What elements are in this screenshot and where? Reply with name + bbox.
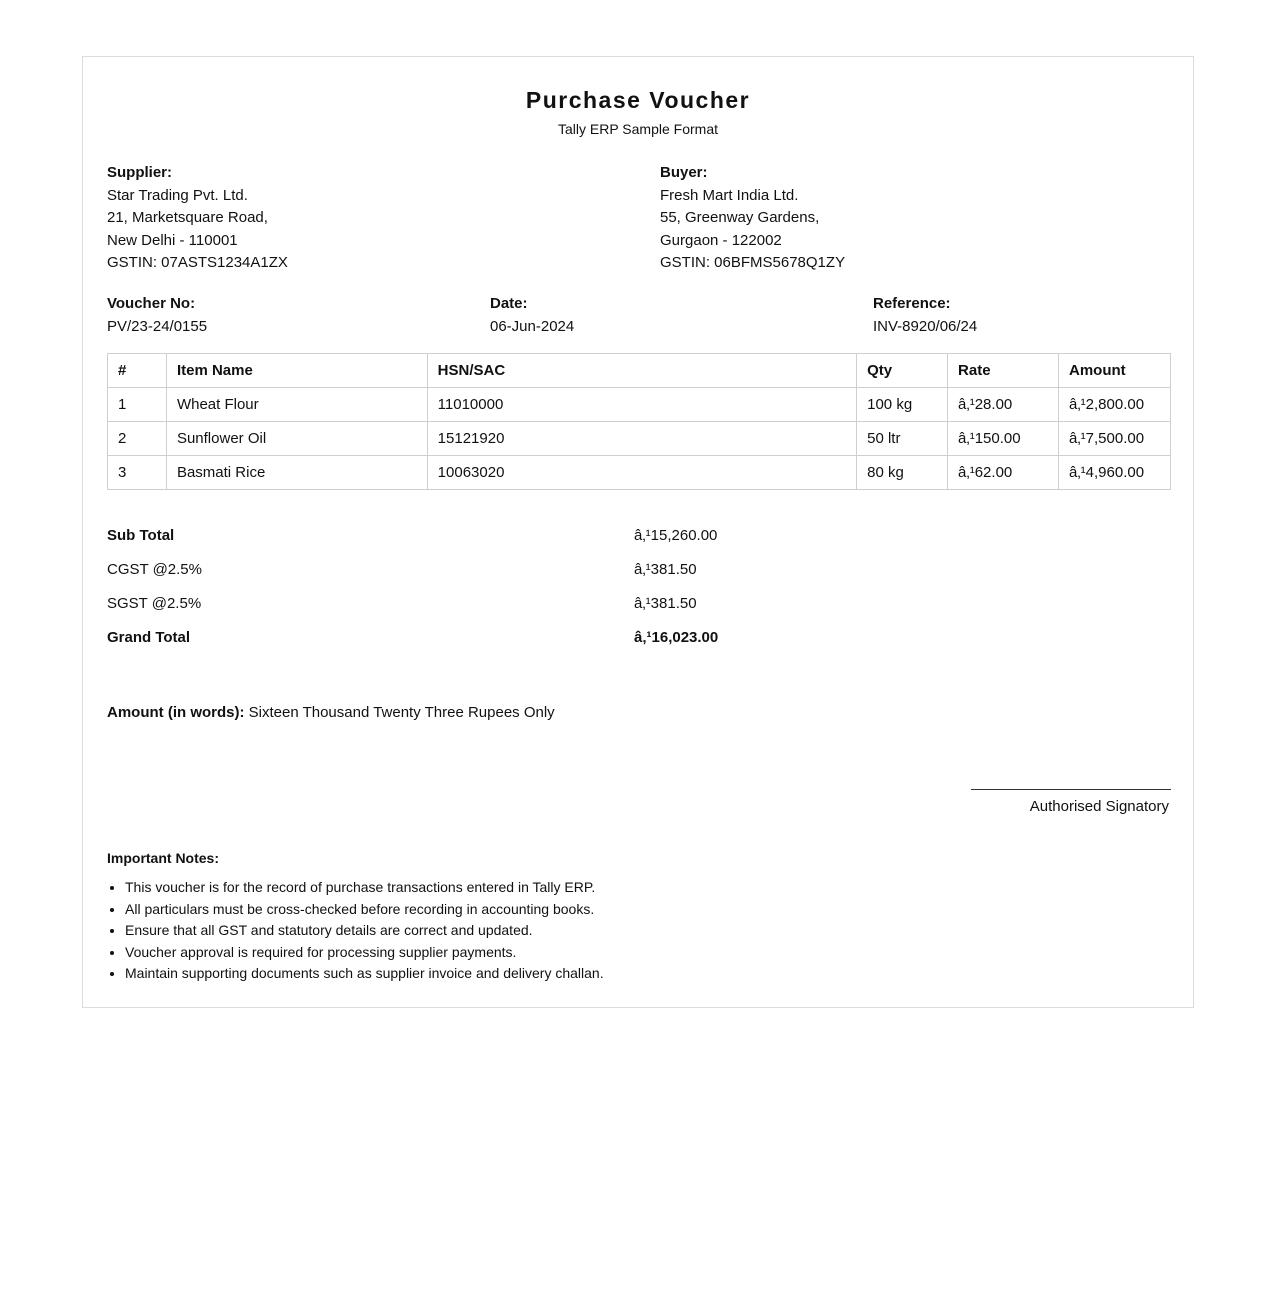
table-row: [108, 422, 1171, 456]
buyer-gstin: GSTIN: 06BFMS5678Q1ZY: [660, 254, 846, 271]
buyer-address-line: 55, Greenway Gardens,: [660, 209, 820, 226]
table-row: [108, 456, 1171, 490]
col-header-qty: Qty: [857, 354, 948, 388]
cell-amount: â‚¹4,960.00: [1059, 456, 1171, 490]
date-label: Date:: [490, 295, 528, 312]
amount-in-words-label: Amount (in words):: [107, 704, 245, 721]
col-header-rate: Rate: [948, 354, 1059, 388]
cell-rate: â‚¹62.00: [948, 456, 1059, 490]
cell-item-name: Wheat Flour: [166, 388, 427, 422]
cell-index: 2: [108, 422, 167, 456]
col-header-index: #: [108, 354, 167, 388]
totals-block: [107, 519, 807, 655]
cell-amount: â‚¹7,500.00: [1059, 422, 1171, 456]
cgst-label: CGST @2.5%: [107, 561, 202, 578]
voucher-no-label: Voucher No:: [107, 295, 196, 312]
date-value: 06-Jun-2024: [490, 318, 575, 335]
grand-total-value: â‚¹16,023.00: [634, 629, 719, 646]
reference-label: Reference:: [873, 295, 951, 312]
cell-item-name: Sunflower Oil: [166, 422, 427, 456]
voucher-sheet: [82, 56, 1194, 1008]
sub-total-label: Sub Total: [107, 527, 175, 544]
cell-rate: â‚¹150.00: [948, 422, 1059, 456]
table-row: [108, 388, 1171, 422]
cell-hsn: 10063020: [427, 456, 856, 490]
items-table: [107, 353, 1171, 490]
sgst-value: â‚¹381.50: [634, 595, 697, 612]
sgst-row: [107, 587, 807, 621]
buyer-name: Fresh Mart India Ltd.: [660, 186, 799, 204]
amount-in-words-value: Sixteen Thousand Twenty Three Rupees Only: [248, 704, 555, 721]
cell-hsn: 11010000: [427, 388, 856, 422]
sgst-label: SGST @2.5%: [107, 595, 202, 612]
cgst-row: [107, 553, 807, 587]
supplier-name: Star Trading Pvt. Ltd.: [107, 186, 248, 204]
table-header-row: [108, 354, 1171, 388]
notes-title: Important Notes:: [107, 850, 219, 866]
notes-list: [107, 877, 1125, 985]
cell-qty: 50 ltr: [857, 422, 948, 456]
sub-total-row: [107, 519, 807, 553]
cell-hsn: 15121920: [427, 422, 856, 456]
page-title: Purchase Voucher: [525, 87, 751, 113]
sub-total-value: â‚¹15,260.00: [634, 527, 718, 544]
reference-value: INV-8920/06/24: [873, 318, 978, 335]
list-item: • All particulars must be cross-checked before recording in accounting books.: [125, 899, 1125, 921]
list-item: • Ensure that all GST and statutory details are correct and updated.: [125, 920, 1125, 942]
signature-line: [971, 789, 1171, 790]
col-header-amount: Amount: [1059, 354, 1171, 388]
cell-index: 3: [108, 456, 167, 490]
supplier-address-line: 21, Marketsquare Road,: [107, 209, 268, 226]
reference-block: [873, 292, 977, 338]
page-subtitle: Tally ERP Sample Format: [557, 121, 718, 137]
supplier-block: [107, 162, 288, 275]
cell-rate: â‚¹28.00: [948, 388, 1059, 422]
voucher-no-value: PV/23-24/0155: [107, 318, 208, 335]
cell-qty: 80 kg: [857, 456, 948, 490]
grand-total-label: Grand Total: [107, 629, 191, 646]
amount-in-words: [107, 704, 555, 721]
col-header-hsn: HSN/SAC: [427, 354, 856, 388]
cell-item-name: Basmati Rice: [166, 456, 427, 490]
list-item: • Voucher approval is required for processing supplier payments.: [125, 942, 1125, 964]
buyer-block: [660, 162, 845, 275]
list-item: • Maintain supporting documents such as supplier invoice and delivery challan.: [125, 963, 1125, 985]
cell-amount: â‚¹2,800.00: [1059, 388, 1171, 422]
signature-label: Authorised Signatory: [1029, 798, 1169, 815]
list-item: • This voucher is for the record of purchase transactions entered in Tally ERP.: [125, 877, 1125, 899]
col-header-item-name: Item Name: [166, 354, 427, 388]
cgst-value: â‚¹381.50: [634, 561, 697, 578]
buyer-label: Buyer:: [660, 164, 708, 181]
cell-index: 1: [108, 388, 167, 422]
supplier-label: Supplier:: [107, 164, 173, 181]
date-block: [490, 292, 574, 338]
grand-total-row: [107, 621, 807, 655]
buyer-city: Gurgaon - 122002: [660, 231, 782, 249]
voucher-no-block: [107, 292, 207, 338]
supplier-city: New Delhi - 110001: [107, 231, 238, 249]
supplier-gstin: GSTIN: 07ASTS1234A1ZX: [107, 254, 288, 271]
cell-qty: 100 kg: [857, 388, 948, 422]
